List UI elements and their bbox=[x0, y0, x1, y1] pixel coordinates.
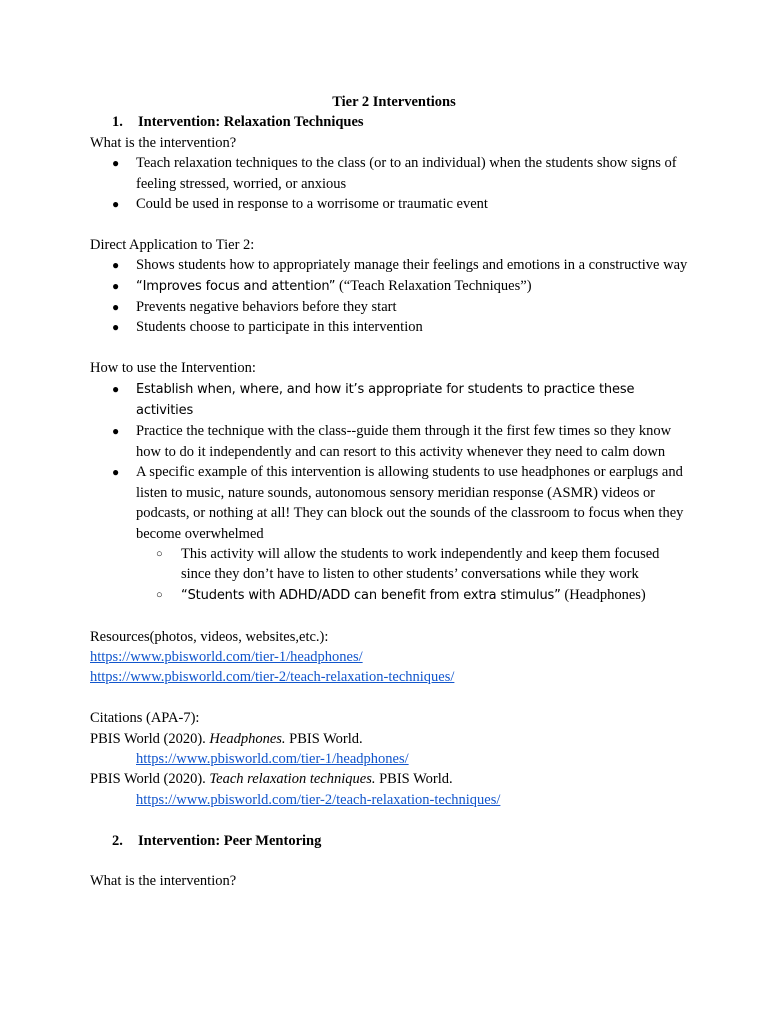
bullet-icon: ● bbox=[112, 300, 120, 315]
list-item: ● Teach relaxation techniques to the class (or to an individual) when the students show signs of feeling stressed, worried, or anxious bbox=[112, 155, 677, 192]
list-item: ● Practice the technique with the class--guide them through it the first few times so they know how to do it independently and can resort to this activity whenever they need to calm down bbox=[112, 423, 672, 460]
list-item: ● Shows students how to appropriately manage their feelings and emotions in a constructive way bbox=[90, 255, 690, 275]
section-2-what-label: What is the intervention? bbox=[90, 873, 237, 890]
section-2-title: Intervention: Peer Mentoring bbox=[138, 832, 322, 849]
section-2-heading bbox=[90, 831, 690, 851]
how-to-use-label: How to use the Intervention: bbox=[90, 360, 256, 377]
direct-application-label: Direct Application to Tier 2: bbox=[90, 236, 255, 253]
list-item: ● “Improves focus and attention” (“Teach Relaxation Techniques”) bbox=[90, 276, 690, 297]
bullet-icon: ● bbox=[112, 424, 120, 439]
what-label: What is the intervention? bbox=[90, 134, 237, 151]
circle-bullet-icon: ○ bbox=[156, 588, 163, 601]
resource-link-relaxation[interactable]: https://www.pbisworld.com/tier-2/teach-relaxation-techniques/ bbox=[90, 669, 455, 686]
circle-bullet-icon: ○ bbox=[156, 547, 163, 560]
resource-link-headphones[interactable]: https://www.pbisworld.com/tier-1/headphones/ bbox=[90, 648, 363, 665]
resources-label: Resources(photos, videos, websites,etc.): bbox=[90, 628, 329, 645]
citation-2-link[interactable]: https://www.pbisworld.com/tier-2/teach-relaxation-techniques/ bbox=[136, 791, 501, 808]
bullet-icon: ● bbox=[112, 156, 120, 171]
bullet-icon: ● bbox=[112, 320, 120, 335]
bullet-icon: ● bbox=[112, 197, 120, 212]
citation-1-link[interactable]: https://www.pbisworld.com/tier-1/headphones/ bbox=[136, 750, 409, 767]
bullet-icon: ● bbox=[112, 258, 120, 273]
how-to-use-list bbox=[90, 379, 690, 606]
list-item: ○ This activity will allow the students to work independently and keep them focused since they don’t have to listen to other students’ conversations while they work bbox=[156, 545, 660, 583]
what-list bbox=[90, 153, 690, 214]
section-1-number: 1. bbox=[112, 114, 123, 131]
section-2-number: 2. bbox=[112, 832, 123, 849]
page-title: Tier 2 Interventions bbox=[332, 94, 456, 110]
citations-label: Citations (APA-7): bbox=[90, 710, 200, 727]
citation-1: PBIS World (2020). Headphones. PBIS World. bbox=[90, 730, 363, 747]
list-item: ● Prevents negative behaviors before they start bbox=[90, 297, 690, 317]
section-1-heading bbox=[90, 112, 690, 132]
how-to-use-sublist bbox=[136, 544, 690, 606]
section-1-title: Intervention: Relaxation Techniques bbox=[138, 114, 364, 131]
list-item: ○ “Students with ADHD/ADD can benefit from extra stimulus” (Headphones) bbox=[136, 585, 690, 606]
bullet-icon: ● bbox=[112, 278, 120, 293]
bullet-icon: ● bbox=[112, 381, 120, 396]
list-item: ● Establish when, where, and how it’s appropriate for students to practice these activities bbox=[90, 379, 690, 422]
list-item: ● A specific example of this intervention is allowing students to use headphones or earplugs and listen to music, nature sounds, autonomous sensory meridian response (ASMR) videos or podcasts, or nothing at all! They can block out the sounds of the classroom to focus when they become overwhelmed ○ This activity will allow the students to work independently and keep them focused since they don’t have to listen to other students’ conversations while they work ○ “Students with ADHD/ADD can benefit from extra stimulus” (Headphones) bbox=[90, 462, 690, 606]
list-item: ● Could be used in response to a worrisome or traumatic event bbox=[90, 194, 690, 214]
document-page bbox=[90, 92, 690, 892]
bullet-icon: ● bbox=[112, 465, 120, 480]
list-item: ● Students choose to participate in this intervention bbox=[90, 317, 690, 337]
direct-application-list bbox=[90, 255, 690, 338]
citation-2: PBIS World (2020). Teach relaxation techniques. PBIS World. bbox=[90, 771, 453, 788]
